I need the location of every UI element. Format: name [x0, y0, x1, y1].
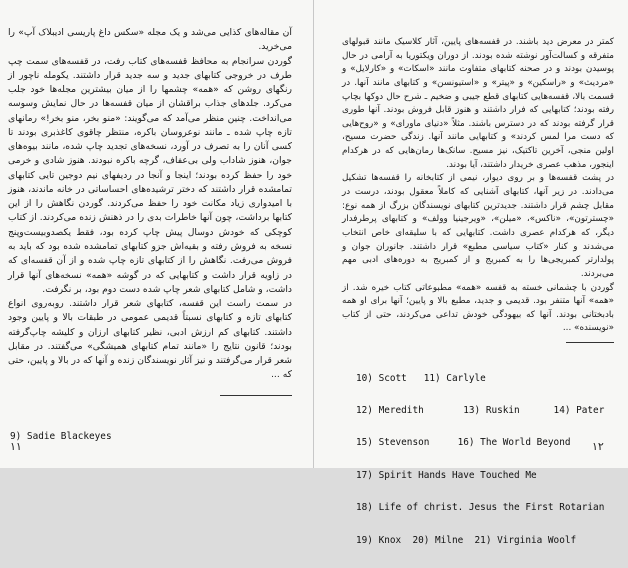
right-paragraph: گوردن با چشمانی خسته به قفسه «همه» مطبوعاتی کتاب خیره شد. از «همه» آنها متنفر بود. قدیمی و جدید، مطبع بالا و پایین؛ آنها برای او همه بادبختانی بودند. آنها که بیهودگی خودش تداعی می‌کردند، حتی از کتاب «نویسنده» ... [342, 282, 614, 334]
left-footnotes [10, 410, 112, 464]
footnote: 18) Life of christ. Jesus the First Rotarian [356, 502, 605, 514]
footnote-rule [566, 342, 614, 343]
right-paragraph: کمتر در معرض دید باشند. در قفسه‌های پایین، آثار کلاسیک مانند قبولهای متفرقه و کسالت‌آور نوشته شده بودند. از دوران ویکتوریا به آرامی در حال پوسیدن بودند و در صحنه کتابهای متفاوت مانند «اسکات» و «کارلایل» و «مردیث» و «راسکین» و «پیتر» و «استیونسن» و کتابهای مانند آنها. در قسمت بالا، قفسه‌هایی کتابهای قطع جیبی و ضخیم ـ شرح حال دوکها بچاپ رفته بودند؛ کتابهایی که فرار داشتند و هنوز قابل فروش بودند. آنها طوری قرار گرفته بودند که در دسترس باشند. مثلاً «دنیای ماورای» و «روح‌هایی که دست مرا لمس کردند» و کتابهایی مانند آنها. زندگی حضرت مسیح، اولین منجی، آخرین تاکتیک، نیز مسیح. سانک‌ها رمان‌هایی که در هرکدام اینجور، مذهب عصری خریدار داشتند، آیا بودند. [342, 37, 614, 170]
footnote: 9) Sadie Blackeyes [10, 430, 112, 442]
footnote: 15) Stevenson 16) The World Beyond [356, 437, 571, 449]
right-footnotes [356, 352, 604, 568]
right-page [314, 0, 628, 546]
footnote: 19) Knox 20) Milne 21) Virginia Woolf [356, 534, 577, 546]
left-paragraph: در سمت راست این قفسه، کتابهای شعر قرار داشتند. روبه‌روی انواع کتابهای تازه و کتابهای نسبتاً قدیمی عمومی در طبقات بالا و پایین وجود داشتند. کتابهای کم ارزش ادبی، نظیر کتابهای ارزان و کلیشه چاپ‌گرفته بودند؛ قانون نتایج را «مانند تمام کتابهای همیشگی» می‌گفتند. در مقابل شعر قرار می‌گرفتند و نیز آثار نویسندگان زنده و آنها که در بالا و پایین، حتی که ... [8, 298, 292, 381]
page-number-left: ۱۱ [10, 440, 22, 453]
left-page [0, 0, 314, 468]
left-page-body [8, 26, 292, 383]
footnote: 17) Spirit Hands Have Touched Me [356, 469, 537, 481]
footnote: 10) Scott 11) Carlyle [356, 372, 486, 384]
left-paragraph: آن مقاله‌های کذایی می‌شد و یک مجله «سکس داغ پاریسی ادیبلاک آپ» را می‌خرید. [8, 27, 292, 53]
right-page-body [342, 36, 614, 336]
footnote: 12) Meredith 13) Ruskin 14) Pater [356, 404, 605, 416]
footnote-rule [220, 395, 292, 396]
page-number-right: ۱۲ [592, 440, 604, 453]
left-paragraph: گوردن سرانجام به محافظ قفسه‌های کتاب رفت، در قفسه‌های سمت چپ طرف در خروجی کتابهای جدید و سه جدید قرار داشتند. یکومله ناچور از رنگهای روشن که «همه» چشمها را از میان بیشترین مجله‌ها خود جلب می‌کرد. جلدهای جذاب براقشان از میان قفسه‌ها در حال نمایش وسوسه می‌انداخت. چنین منظر می‌آمد که می‌گویند: «منو بخر، منو بخر!» رمانهای تازه چاپ شده ـ مانند نوعروسان باکره، منتظر چاقوی کاغذبری بودند تا کسی آنان را به تصرف در آورد، نسخه‌های تجدید چاپ شده، مانند بیوه‌های جوان، هنوز شاداب ولی بی‌عفاف، گرچه باکره نبودند. هنوز شادی و خرمی خود را حفظ کرده بودند؛ اینجا و آنجا در ردیفهای نیم دوجین تایی کتابهای تمامشده قرار داشتند که دختر ترشیده‌های احساساتی در خانه ماندند، هنوز با امیدواری زیاد مکانت خود را حفظ می‌کردند. گوردن نگاهش را از این کتابها برداشت، چون آنها خاطرات بدی را در ذهنش زنده می‌کردند. از کتاب کوچکی که خودش دوسال پیش چاپ کرده بود، فقط یکصدوبیست‌وپنج نسخه به فروش رفته و بقیه‌اش جزو کتابهای تمامشده شده بود که باید به فروش می‌رفت. نگاهش را از کتابهای تازه چاپ شده و از آن قفسه‌ای که در زاویه قرار داشت و کتابهایی که در گوشه «همه» نسخه‌های آنها قرار داشت، و شامل کتابهای شعر چاپ شده دست دوم بود، بر نگرفت. [8, 55, 292, 295]
right-paragraph: در پشت قفسه‌ها و بر روی دیوار، نیمی از کتابخانه را قفسه‌ها تشکیل می‌دادند. در زیر آنها، کتابهای آشنایی که کاملاً معقول بودند، درست در مقابل چشم قرار داشتند. جدیدترین کتابهای نویسندگان بزرگ از همه نوع: «چسترتون»، «ناکس»، «میلن»، «ویرجینیا وولف» و کتابهای پرطرفدار دیگر، که هرکدام عصری داشت. کتابهایی که با سلیقه‌ای خاص انتخاب می‌شدند و کنار «کتاب سیاسی مطبع» قرار داشتند. جانوران جوان و پولدارتر کمبریجی‌ها را به کمبریج و از کمبریج به دوره‌های ادبی مهم می‌بردند. [342, 173, 614, 279]
